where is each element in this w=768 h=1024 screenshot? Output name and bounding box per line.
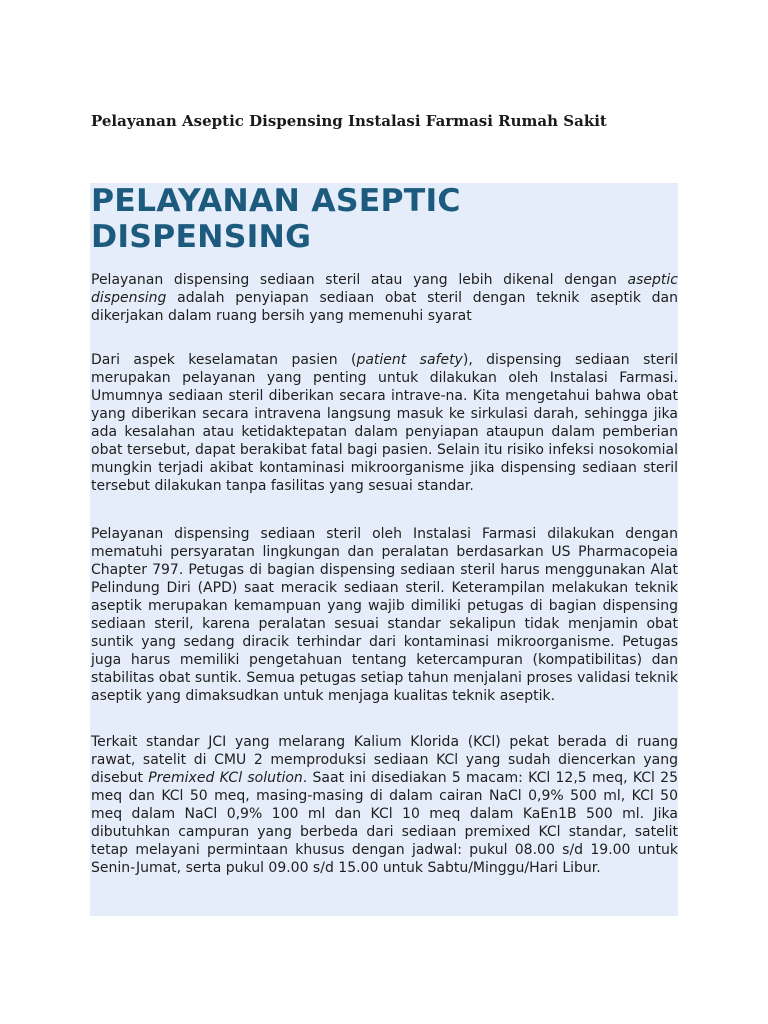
paragraph-patient-safety <box>91 351 678 495</box>
paragraph-definition <box>91 271 678 325</box>
italic-term: patient safety <box>356 352 463 368</box>
paragraph-text: ), dispensing sediaan steril merupakan pelayanan yang penting untuk dilakukan oleh Instalasi Farmasi. Umumnya sediaan steril diberikan secara intrave-na. Kita mengetahui bahwa obat yang diberikan secara intravena langsung masuk ke sirkulasi darah, sehingga jika ada kesalahan atau ketidaktepatan dalam penyiapan ataupun dalam pemberian obat tersebut, dapat berakibat fatal bagi pasien. Selain itu risiko infeksi nosokomial mungkin terjadi akibat kontaminasi mikroorganisme jika dispensing sediaan steril tersebut dilakukan tanpa fasilitas yang sesuai standar. <box>91 352 679 494</box>
italic-term: aseptic dispensing <box>91 272 678 306</box>
italic-term: Premixed KCl solution <box>148 770 303 786</box>
paragraph-text: adalah penyiapan sediaan obat steril dengan teknik aseptik dan dikerjakan dalam ruang bersih yang memenuhi syarat <box>91 290 678 324</box>
paragraph-text: Dari aspek keselamatan pasien ( <box>91 352 357 368</box>
paragraph-text: Terkait standar JCI yang melarang Kalium Klorida (KCl) pekat berada di ruang rawat, satelit di CMU 2 memproduksi sediaan KCl yang sudah diencerkan yang disebut <box>91 734 678 786</box>
paragraph-text: . Saat ini disediakan 5 macam: KCl 12,5 meq, KCl 25 meq dan KCl 50 meq, masing-masing di dalam cairan NaCl 0,9% 500 ml, KCl 50 meq dalam NaCl 0,9% 100 ml dan KCl 10 meq dalam KaEn1B 500 ml. Jika dibutuhkan campuran yang berbeda dari sediaan premixed KCl standar, satelit tetap melayani permintaan khusus dengan jadwal: pukul 08.00 s/d 19.00 untuk Senin-Jumat, serta pukul 09.00 s/d 15.00 untuk Sabtu/Minggu/Hari Libur. <box>91 770 678 876</box>
article-title: PELAYANAN ASEPTIC DISPENSING <box>91 183 461 255</box>
paragraph-kcl-standard <box>91 733 678 877</box>
article-content-box <box>90 183 678 916</box>
page-header-title: Pelayanan Aseptic Dispensing Instalasi Farmasi Rumah Sakit <box>91 112 607 130</box>
paragraph-text: Pelayanan dispensing sediaan steril atau yang lebih dikenal dengan <box>91 272 628 288</box>
paragraph-requirements: Pelayanan dispensing sediaan steril oleh Instalasi Farmasi dilakukan dengan mematuhi persyaratan lingkungan dan peralatan berdasarkan US Pharmacopeia Chapter 797. Petugas di bagian dispensing sediaan steril harus menggunakan Alat Pelindung Diri (APD) saat meracik sediaan steril. Keterampilan melakukan teknik aseptik merupakan kemampuan yang wajib dimiliki petugas di bagian dispensing sediaan steril, karena peralatan sesuai standar sekalipun tidak menjamin obat suntik yang sedang diracik terhindar dari kontaminasi mikroorganisme. Petugas juga harus memiliki pengetahuan tentang ketercampuran (kompatibilitas) dan stabilitas obat suntik. Semua petugas setiap tahun menjalani proses validasi teknik aseptik yang dimaksudkan untuk menjaga kualitas teknik aseptik. <box>91 526 678 704</box>
